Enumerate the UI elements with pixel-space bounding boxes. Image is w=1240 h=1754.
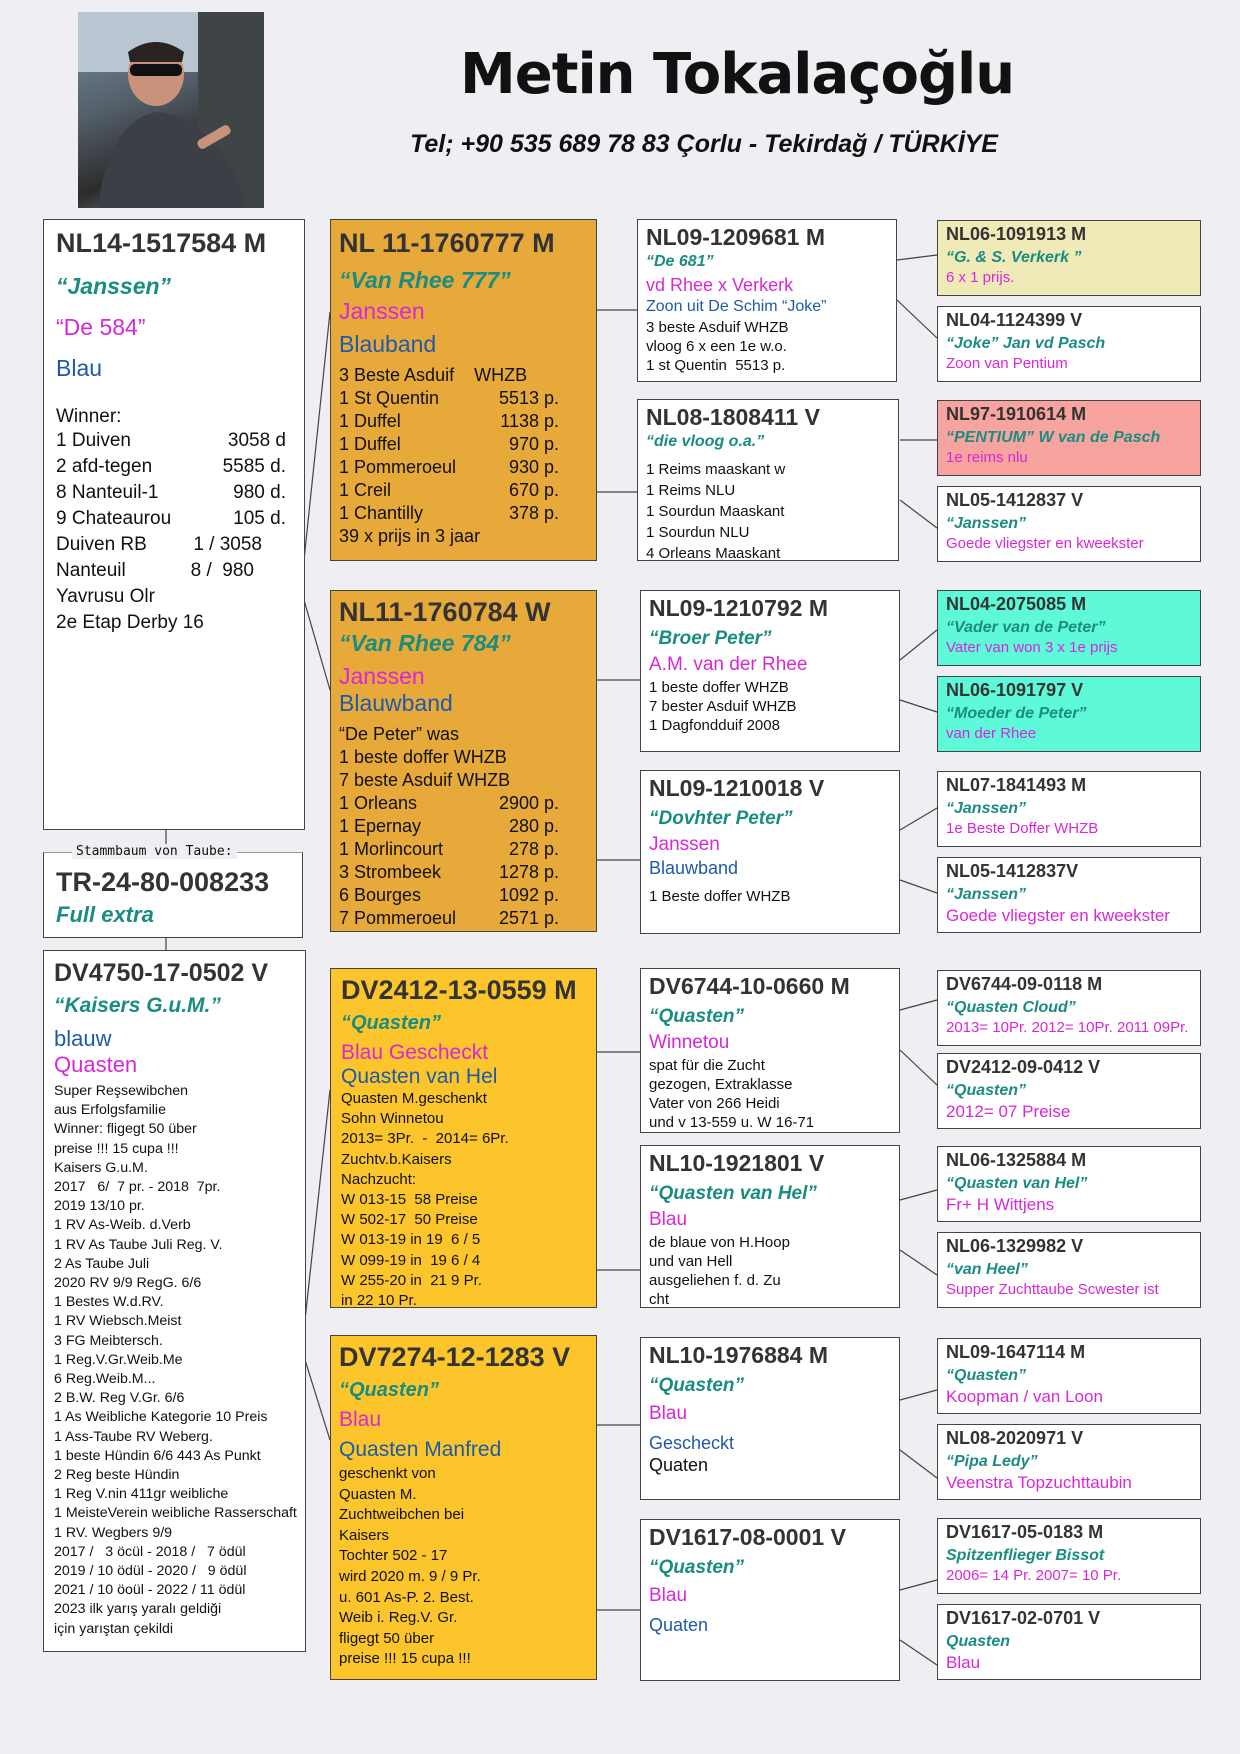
parent-color: Quasten van Hel xyxy=(341,1065,498,1088)
winner-title: Winner: xyxy=(56,406,122,427)
grandparent-card xyxy=(640,968,900,1133)
great-grandparent-card xyxy=(937,676,1201,752)
great-grandparent-note: Koopman / van Loon xyxy=(946,1387,1103,1406)
great-grandparent-name: “Janssen” xyxy=(946,515,1027,532)
list-item: W 099-19 in 19 6 / 4 xyxy=(341,1251,481,1269)
grandparent-ring: DV1617-08-0001 V xyxy=(649,1524,846,1550)
great-grandparent-ring: NL06-1091913 M xyxy=(946,224,1087,244)
list-item: aus Erfolgsfamilie xyxy=(54,1102,166,1119)
grandparent-ring: NL09-1209681 M xyxy=(646,224,825,250)
great-grandparent-ring: NL06-1325884 M xyxy=(946,1150,1087,1170)
list-item: W 502-17 50 Preise xyxy=(341,1211,478,1229)
list-item: in 22 10 Pr. xyxy=(341,1292,417,1308)
great-grandparent-name: “Pipa Ledy” xyxy=(946,1453,1038,1470)
list-item: 1 Reg.V.Gr.Weib.Me xyxy=(54,1351,183,1368)
grandparent-ring: NL10-1921801 V xyxy=(649,1150,825,1176)
list-item: Kaisers G.u.M. xyxy=(54,1159,148,1176)
list-item: 3 Beste Asduif WHZB xyxy=(339,365,528,385)
list-item: Quasten M.geschenkt xyxy=(341,1090,487,1107)
grandparent-ring: DV6744-10-0660 M xyxy=(649,973,850,999)
great-grandparent-ring: NL04-1124399 V xyxy=(946,310,1083,330)
owner-portrait-icon xyxy=(78,12,264,208)
parent-strain: Blau Gescheckt xyxy=(341,1041,489,1064)
great-grandparent-note: Blau xyxy=(946,1653,981,1672)
list-item: 3 FG Meibtersch. xyxy=(54,1332,163,1349)
great-grandparent-card xyxy=(937,1518,1201,1594)
great-grandparent-card xyxy=(937,400,1201,476)
list-item: 6 Bourges 1092 p. xyxy=(339,885,559,905)
list-item: 2021 / 10 öoül - 2022 / 11 ödül xyxy=(54,1582,246,1599)
parent-ring: DV7274-12-1283 V xyxy=(339,1342,571,1372)
great-grandparent-card xyxy=(937,1424,1201,1500)
list-item: 2 Reg beste Hündin xyxy=(54,1467,180,1484)
list-item: preise !!! 15 cupa !!! xyxy=(54,1140,179,1157)
grandparent-ring: NL08-1808411 V xyxy=(646,404,820,430)
great-grandparent-note: 2013= 10Pr. 2012= 10Pr. 2011 09Pr. xyxy=(946,1019,1189,1036)
great-grandparent-card xyxy=(937,220,1201,296)
list-item: u. 601 As-P. 2. Best. xyxy=(339,1588,474,1606)
list-item: 1 Ass-Taube RV Weberg. xyxy=(54,1428,213,1445)
grandparent-name: “Dovhter Peter” xyxy=(649,808,793,829)
great-grandparent-ring: NL05-1412837 V xyxy=(946,490,1084,510)
list-item: 7 bester Asduif WHZB xyxy=(649,698,797,715)
grandparent-ring: NL09-1210018 V xyxy=(649,775,825,801)
grandparent-line2: Quaten xyxy=(649,1615,709,1635)
great-grandparent-ring: NL05-1412837V xyxy=(946,861,1079,881)
list-item: 2 B.W. Reg V.Gr. 6/6 xyxy=(54,1390,185,1407)
great-grandparent-ring: DV2412-09-0412 V xyxy=(946,1057,1101,1077)
list-item: Quaten xyxy=(649,1455,709,1475)
parent-card-2 xyxy=(330,590,597,932)
great-grandparent-card xyxy=(937,1232,1201,1308)
list-item: 2020 RV 9/9 RegG. 6/6 xyxy=(54,1275,202,1292)
great-grandparent-name: “Janssen” xyxy=(946,886,1027,903)
great-grandparent-card xyxy=(937,970,1201,1046)
great-grandparent-card xyxy=(937,1604,1201,1680)
parent-card-3 xyxy=(330,968,597,1308)
great-grandparent-name: “van Heel” xyxy=(946,1261,1028,1278)
parent-color: Blauwband xyxy=(339,690,453,716)
list-item: 39 x prijs in 3 jaar xyxy=(339,526,481,546)
stammbaum-quality: Full extra xyxy=(56,902,154,927)
great-grandparent-note: 2012= 07 Preise xyxy=(946,1102,1071,1121)
great-grandparent-name: “G. & S. Verkerk ” xyxy=(946,249,1082,266)
great-grandparent-note: Vater van won 3 x 1e prijs xyxy=(946,639,1118,656)
list-item: 1 beste doffer WHZB xyxy=(339,747,507,767)
great-grandparent-note: 2006= 14 Pr. 2007= 10 Pr. xyxy=(946,1567,1122,1584)
great-grandparent-note: Veenstra Topzuchttaubin xyxy=(946,1473,1132,1492)
contact-phone: Tel; +90 535 689 78 83 Çorlu - Tekirdağ / TÜRKİYE xyxy=(410,130,998,158)
great-grandparent-ring: NL04-2075085 M xyxy=(946,594,1087,614)
parent-notes xyxy=(339,1464,588,1670)
great-grandparent-ring: DV6744-09-0118 M xyxy=(946,974,1103,994)
list-item: 1 Reims maaskant w xyxy=(646,461,786,478)
list-item: 1 St Quentin 5513 p. xyxy=(339,388,559,408)
dam-color: blauw xyxy=(54,1026,112,1051)
list-item: de blaue von H.Hoop xyxy=(649,1234,790,1251)
list-item: 2e Etap Derby 16 xyxy=(56,612,204,633)
owner-photo xyxy=(78,12,264,208)
list-item: 1 Sourdun NLU xyxy=(646,524,750,541)
subject-card xyxy=(43,219,305,830)
list-item: gezogen, Extraklasse xyxy=(649,1076,793,1093)
grandparent-card xyxy=(637,219,897,382)
list-item: 1 Duiven 3058 d xyxy=(56,430,286,451)
list-item: 2 afd-tegen 5585 d. xyxy=(56,456,286,477)
dam-strain: Quasten xyxy=(54,1052,138,1077)
grandparent-card xyxy=(640,1145,900,1308)
grandparent-line1: Winnetou xyxy=(649,1032,730,1053)
list-item: Winner: fligegt 50 über xyxy=(54,1121,197,1138)
list-item: 1 Chantilly 378 p. xyxy=(339,503,559,523)
grandparent-line1: Blau xyxy=(649,1585,688,1606)
list-item: 2013= 3Pr. - 2014= 6Pr. xyxy=(341,1130,509,1148)
list-item: Duiven RB 1 / 3058 xyxy=(56,534,262,555)
great-grandparent-name: “Janssen” xyxy=(946,800,1027,817)
list-item: Quasten M. xyxy=(339,1485,417,1503)
subject-results xyxy=(56,428,286,636)
great-grandparent-ring: NL06-1091797 V xyxy=(946,680,1084,700)
stammbaum-card xyxy=(43,852,303,938)
great-grandparent-ring: NL97-1910614 M xyxy=(946,404,1087,424)
great-grandparent-name: Spitzenflieger Bissot xyxy=(946,1547,1105,1564)
list-item: 1 Reg V.nin 411gr weibliche xyxy=(54,1486,229,1503)
parent-results xyxy=(339,364,559,548)
list-item: 1 MeisteVerein weibliche Rasserschaft xyxy=(54,1505,297,1522)
grandparent-card xyxy=(640,1337,900,1500)
page-title: Metin Tokalaçoğlu xyxy=(460,42,1015,107)
list-item: 1 RV As Taube Juli Reg. V. xyxy=(54,1236,223,1253)
great-grandparent-name: “Quasten” xyxy=(946,1367,1027,1384)
grandparent-name: “Quasten” xyxy=(649,1557,745,1578)
list-item: Zuchtweibchen bei xyxy=(339,1506,465,1524)
parent-name: “Quasten” xyxy=(339,1379,440,1401)
great-grandparent-ring: DV1617-05-0183 M xyxy=(946,1522,1104,1542)
great-grandparent-card xyxy=(937,771,1201,847)
list-item: 2017 / 3 öcül - 2018 / 7 ödül xyxy=(54,1543,246,1560)
great-grandparent-name: “PENTIUM” W van de Pasch xyxy=(946,429,1161,446)
dam-name: “Kaisers G.u.M.” xyxy=(54,994,221,1017)
great-grandparent-note: Zoon van Pentium xyxy=(946,355,1068,372)
list-item: 1 beste Hündin 6/6 443 As Punkt xyxy=(54,1447,261,1464)
list-item: Nanteuil 8 / 980 xyxy=(56,560,254,581)
parent-name: “Van Rhee 784” xyxy=(339,630,511,656)
list-item: 2023 ilk yarış yaralı geldiği xyxy=(54,1601,222,1618)
list-item: Tochter 502 - 17 xyxy=(339,1547,448,1565)
list-item: Sohn Winnetou xyxy=(341,1110,444,1128)
list-item: W 013-15 58 Preise xyxy=(341,1191,478,1209)
list-item: 1 beste doffer WHZB xyxy=(649,679,789,696)
list-item: Nachzucht: xyxy=(341,1170,417,1188)
great-grandparent-name: “Vader van de Peter” xyxy=(946,619,1106,636)
great-grandparent-card xyxy=(937,486,1201,562)
parent-name: “Quasten” xyxy=(341,1012,442,1034)
great-grandparent-note: Goede vliegster en kweekster xyxy=(946,906,1170,925)
list-item: ausgeliehen f. d. Zu xyxy=(649,1272,781,1289)
parent-results xyxy=(339,723,559,930)
stammbaum-ring: TR-24-80-008233 xyxy=(56,867,270,897)
list-item: cht xyxy=(649,1291,670,1308)
list-item: 1 RV As-Weib. d.Verb xyxy=(54,1217,191,1234)
list-item: 2019 13/10 pr. xyxy=(54,1198,145,1215)
great-grandparent-card xyxy=(937,1146,1201,1222)
great-grandparent-note: 1e reims nlu xyxy=(946,449,1028,466)
parent-card-4 xyxy=(330,1335,597,1680)
list-item: 1 RV. Wegbers 9/9 xyxy=(54,1524,173,1541)
list-item: 1 Duffel 1138 p. xyxy=(339,411,559,431)
great-grandparent-note: 6 x 1 prijs. xyxy=(946,269,1015,286)
subject-ring: NL14-1517584 M xyxy=(56,228,267,258)
dam-ring: DV4750-17-0502 V xyxy=(54,959,269,987)
great-grandparent-note: Goede vliegster en kweekster xyxy=(946,535,1144,552)
parent-strain: Janssen xyxy=(339,663,425,689)
dam-card xyxy=(43,950,306,1652)
parent-card-1 xyxy=(330,219,597,561)
great-grandparent-name: Quasten xyxy=(946,1633,1011,1650)
list-item: 9 Chateaurou 105 d. xyxy=(56,508,286,529)
parent-color: Quasten Manfred xyxy=(339,1438,502,1461)
grandparent-line1: Janssen xyxy=(649,834,720,855)
list-item: spat für die Zucht xyxy=(649,1057,765,1074)
grandparent-line2: Zoon uit De Schim “Joke” xyxy=(646,298,827,315)
parent-name: “Van Rhee 777” xyxy=(339,267,511,293)
list-item: Weib i. Reg.V. Gr. xyxy=(339,1609,458,1627)
grandparent-name: “Quasten van Hel” xyxy=(649,1183,817,1204)
list-item: 2 As Taube Juli xyxy=(54,1255,150,1272)
grandparent-card xyxy=(640,590,900,752)
great-grandparent-name: “Quasten van Hel” xyxy=(946,1175,1088,1192)
grandparent-line1: Blau xyxy=(649,1403,688,1424)
great-grandparent-note: Supper Zuchttaube Scwester ist xyxy=(946,1281,1159,1298)
list-item: 1 Creil 670 p. xyxy=(339,480,559,500)
list-item: 2019 / 10 ödül - 2020 / 9 ödül xyxy=(54,1563,247,1580)
great-grandparent-card xyxy=(937,857,1201,933)
grandparent-name: “De 681” xyxy=(646,253,714,270)
list-item: W 013-19 in 19 6 / 5 xyxy=(341,1231,481,1249)
list-item: Super Reşsewibchen xyxy=(54,1083,189,1099)
list-item: 7 Pommeroeul 2571 p. xyxy=(339,908,559,928)
great-grandparent-ring: NL08-2020971 V xyxy=(946,1428,1084,1448)
list-item: Yavrusu Olr xyxy=(56,586,155,607)
list-item: 1 Sourdun Maaskant xyxy=(646,503,785,520)
grandparent-name: “Broer Peter” xyxy=(649,628,772,649)
great-grandparent-name: “Quasten Cloud” xyxy=(946,999,1076,1016)
great-grandparent-note: 1e Beste Doffer WHZB xyxy=(946,820,1099,837)
list-item: için yarıştan çekildi xyxy=(54,1620,174,1637)
list-item: 1 st Quentin 5513 p. xyxy=(646,357,786,374)
grandparent-line1: Blau xyxy=(649,1209,688,1230)
grandparent-name: “die vloog o.a.” xyxy=(646,433,765,450)
great-grandparent-ring: NL07-1841493 M xyxy=(946,775,1087,795)
list-item: fligegt 50 über xyxy=(339,1629,435,1647)
list-item: W 255-20 in 21 9 Pr. xyxy=(341,1271,482,1289)
great-grandparent-name: “Moeder de Peter” xyxy=(946,705,1087,722)
great-grandparent-card xyxy=(937,1338,1201,1414)
parent-notes xyxy=(341,1089,586,1308)
list-item: 3 beste Asduif WHZB xyxy=(646,319,789,336)
list-item: 1 Pommeroeul 930 p. xyxy=(339,457,559,477)
great-grandparent-ring: NL06-1329982 V xyxy=(946,1236,1084,1256)
great-grandparent-card xyxy=(937,1053,1201,1129)
list-item: 4 Orleans Maaskant xyxy=(646,545,781,561)
great-grandparent-name: “Quasten” xyxy=(946,1082,1027,1099)
list-item: und v 13-559 u. W 16-71 xyxy=(649,1114,815,1131)
grandparent-ring: NL09-1210792 M xyxy=(649,595,828,621)
parent-ring: DV2412-13-0559 M xyxy=(341,975,577,1005)
list-item: 1 Bestes W.d.RV. xyxy=(54,1294,164,1311)
list-item: preise !!! 15 cupa !!! xyxy=(339,1650,471,1668)
stammbaum-label: Stammbaum von Taube: xyxy=(72,844,237,859)
grandparent-ring: NL10-1976884 M xyxy=(649,1342,828,1368)
list-item: “De Peter” was xyxy=(339,724,460,744)
grandparent-line2: Gescheckt xyxy=(649,1433,735,1453)
list-item: geschenkt von xyxy=(339,1465,436,1482)
grandparent-card xyxy=(640,770,900,934)
great-grandparent-ring: DV1617-02-0701 V xyxy=(946,1608,1101,1628)
great-grandparent-note: van der Rhee xyxy=(946,725,1037,742)
list-item: 1 Epernay 280 p. xyxy=(339,816,559,836)
parent-strain: Janssen xyxy=(339,298,425,324)
parent-color: Blauband xyxy=(339,331,437,357)
subject-name: “Janssen” xyxy=(56,273,172,299)
list-item: 1 As Weibliche Kategorie 10 Preis xyxy=(54,1409,268,1426)
list-item: vloog 6 x een 1e w.o. xyxy=(646,338,787,355)
subject-color: Blau xyxy=(56,355,103,381)
grandparent-card xyxy=(637,399,899,561)
grandparent-name: “Quasten” xyxy=(649,1006,745,1027)
subject-strain: “De 584” xyxy=(56,314,146,340)
list-item: 2017 6/ 7 pr. - 2018 7pr. xyxy=(54,1179,221,1196)
great-grandparent-card xyxy=(937,306,1201,382)
list-item: 1 Morlincourt 278 p. xyxy=(339,839,559,859)
list-item: 1 Duffel 970 p. xyxy=(339,434,559,454)
grandparent-card xyxy=(640,1519,900,1681)
parent-ring: NL11-1760784 W xyxy=(339,597,551,627)
list-item: wird 2020 m. 9 / 9 Pr. xyxy=(339,1567,481,1585)
great-grandparent-card xyxy=(937,590,1201,666)
list-item: 8 Nanteuil-1 980 d. xyxy=(56,482,286,503)
great-grandparent-name: “Joke” Jan vd Pasch xyxy=(946,335,1106,352)
list-item: 1 Reims NLU xyxy=(646,482,736,499)
list-item: 1 Orleans 2900 p. xyxy=(339,793,559,813)
grandparent-line1: A.M. van der Rhee xyxy=(649,654,808,675)
list-item: 7 beste Asduif WHZB xyxy=(339,770,511,790)
great-grandparent-ring: NL09-1647114 M xyxy=(946,1342,1086,1362)
grandparent-line1: vd Rhee x Verkerk xyxy=(646,275,794,295)
list-item: Vater von 266 Heidi xyxy=(649,1095,780,1112)
great-grandparent-note: Fr+ H Wittjens xyxy=(946,1195,1055,1214)
list-item: 1 Dagfondduif 2008 xyxy=(649,717,780,734)
grandparent-name: “Quasten” xyxy=(649,1375,745,1396)
list-item: 3 Strombeek 1278 p. xyxy=(339,862,559,882)
grandparent-line2: Blauwband xyxy=(649,858,739,878)
list-item: Kaisers xyxy=(339,1526,390,1544)
parent-strain: Blau xyxy=(339,1408,382,1431)
list-item: 1 Beste doffer WHZB xyxy=(649,888,791,905)
list-item: Zuchtv.b.Kaisers xyxy=(341,1150,452,1168)
list-item: und van Hell xyxy=(649,1253,733,1270)
parent-ring: NL 11-1760777 M xyxy=(339,228,555,258)
list-item: 1 RV Wiebsch.Meist xyxy=(54,1313,182,1330)
dam-notes xyxy=(54,1082,295,1639)
list-item: 6 Reg.Weib.M... xyxy=(54,1371,156,1388)
